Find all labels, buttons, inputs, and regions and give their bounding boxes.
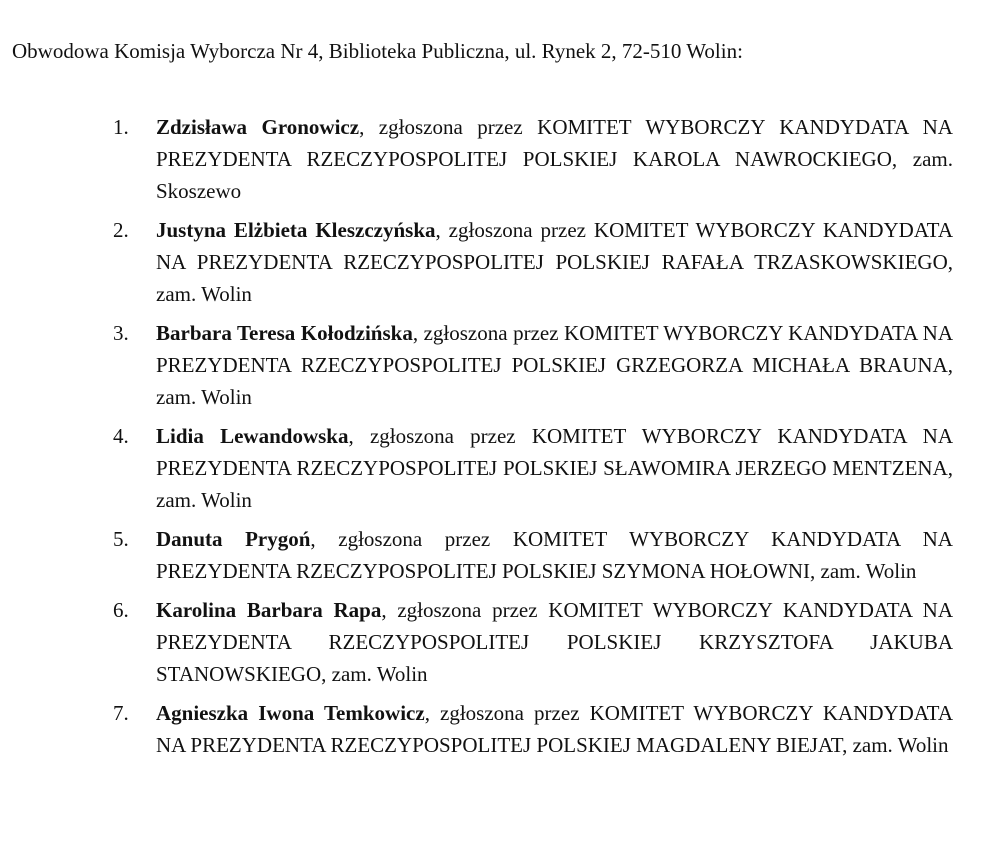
item-number: 5. [113, 527, 129, 551]
commission-heading: Obwodowa Komisja Wyborcza Nr 4, Biblioteka Publiczna, ul. Rynek 2, 72-510 Wolin: [12, 39, 743, 63]
item-number: 1. [113, 115, 129, 139]
member-details: , zgłoszona przez KOMITET WYBORCZY KANDYDATA NA PREZYDENTA RZECZYPOSPOLITEJ POLSKIEJ KAROLA NAWROCKIEGO, zam. Skoszewo [156, 115, 953, 203]
member-name: Danuta Prygoń [156, 527, 311, 551]
list-item [113, 214, 953, 310]
member-details: , zgłoszona przez KOMITET WYBORCZY KANDYDATA NA PREZYDENTA RZECZYPOSPOLITEJ POLSKIEJ SZYMONA HOŁOWNI, zam. Wolin [156, 527, 953, 583]
item-number: 2. [113, 218, 129, 242]
item-number: 4. [113, 424, 129, 448]
member-details: , zgłoszona przez KOMITET WYBORCZY KANDYDATA NA PREZYDENTA RZECZYPOSPOLITEJ POLSKIEJ GRZEGORZA MICHAŁA BRAUNA, zam. Wolin [156, 321, 953, 409]
member-name: Zdzisława Gronowicz [156, 115, 360, 139]
member-details: , zgłoszona przez KOMITET WYBORCZY KANDYDATA NA PREZYDENTA RZECZYPOSPOLITEJ POLSKIEJ MAGDALENY BIEJAT, zam. Wolin [156, 701, 953, 757]
member-list [113, 111, 953, 768]
member-name: Agnieszka Iwona Temkowicz [156, 701, 425, 725]
item-number: 7. [113, 701, 129, 725]
member-details: , zgłoszona przez KOMITET WYBORCZY KANDYDATA NA PREZYDENTA RZECZYPOSPOLITEJ POLSKIEJ KRZYSZTOFA JAKUBA STANOWSKIEGO, zam. Wolin [156, 598, 953, 686]
list-item [113, 420, 953, 516]
list-item [113, 594, 953, 690]
list-item [113, 111, 953, 207]
member-name: Karolina Barbara Rapa [156, 598, 382, 622]
item-number: 3. [113, 321, 129, 345]
member-details: , zgłoszona przez KOMITET WYBORCZY KANDYDATA NA PREZYDENTA RZECZYPOSPOLITEJ POLSKIEJ RAFAŁA TRZASKOWSKIEGO, zam. Wolin [156, 218, 953, 306]
list-item [113, 523, 953, 587]
member-name: Justyna Elżbieta Kleszczyńska [156, 218, 436, 242]
list-item [113, 697, 953, 761]
item-number: 6. [113, 598, 129, 622]
member-name: Barbara Teresa Kołodzińska [156, 321, 413, 345]
member-details: , zgłoszona przez KOMITET WYBORCZY KANDYDATA NA PREZYDENTA RZECZYPOSPOLITEJ POLSKIEJ SŁAWOMIRA JERZEGO MENTZENA, zam. Wolin [156, 424, 953, 512]
list-item [113, 317, 953, 413]
member-name: Lidia Lewandowska [156, 424, 349, 448]
